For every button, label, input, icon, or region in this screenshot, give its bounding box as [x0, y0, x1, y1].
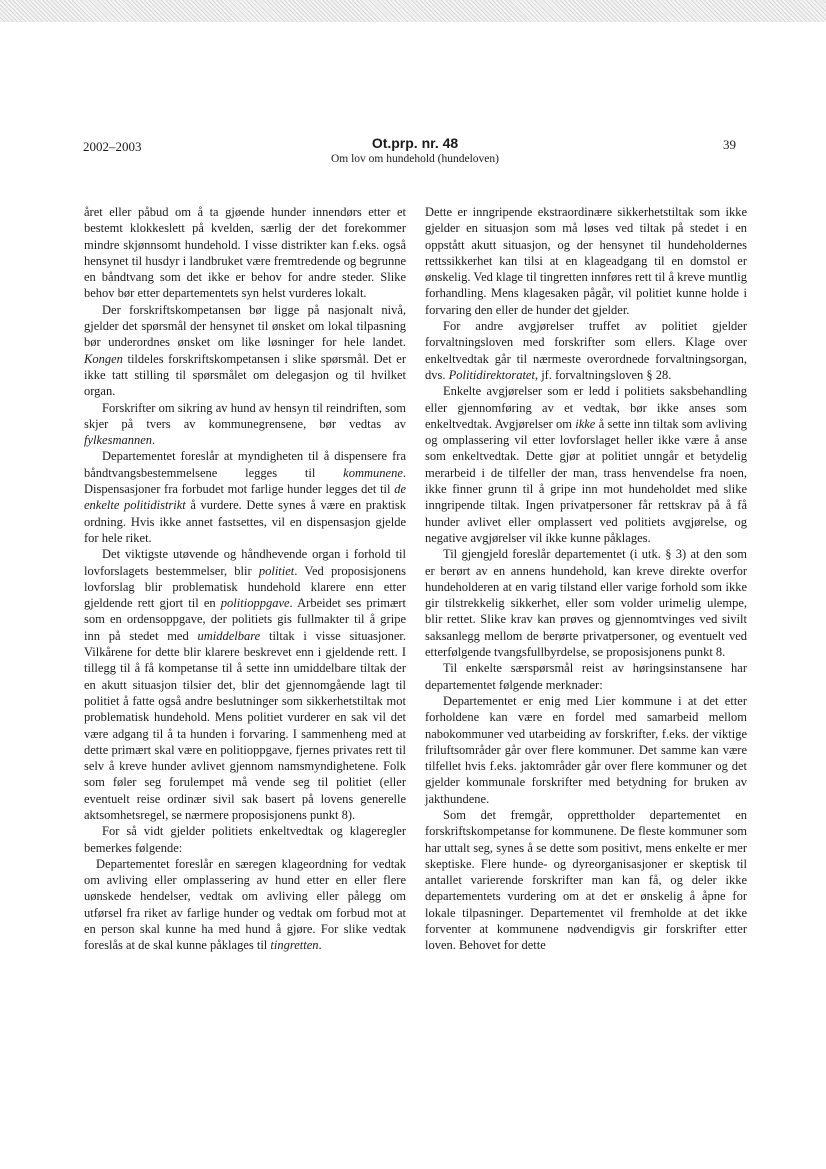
- text-run: . Dispensasjoner fra forbudet mot farlige hunder legges det til: [84, 465, 406, 497]
- text-run: tiltak i visse situasjoner. Vilkårene for dette blir klarere beskrevet enn i gjeldende rett. I tillegg til å få kompetanse til å sette inn umiddelbare tiltak der en akutt situasjon tilsier det, blir det gjennomgående lagt til politiet å fatte også andre beslutninger som sikkerhetstiltak mot problematisk hundehold. Mens politiet vurderer en sak vil det være adgang til å ta hunden i forvaring. I sammenheng med at dette primært skal være en politioppgave, fjernes privates rett til selv å kreve hunder avlivet gjennom namsmyndighetene. Folk som føler seg forulempet må vende seg til politiet (eller eventuelt reise ordinær sivil sak basert på lovens generelle aktsomhetsregel, se nærmere proposisjonens punkt 8).: [84, 628, 406, 822]
- text-run: .: [152, 433, 156, 448]
- header-center: [230, 135, 600, 165]
- text-run: Enkelte avgjørelser som er ledd i politiets saksbehandling eller gjennomføring av et vedtak, bør ikke anses som enkeltvedtak. Avgjørelser om: [425, 384, 747, 431]
- text-run: Til gjengjeld foreslår departementet (i utk. § 3) at den som er berørt av en annens hundehold, kan kreve direkte overfor hundeholderen at en varig tilstand eller varige forhold som ikke gir tilstrekkelig sikkerhet, eller som volder urimelig ulempe, blir rettet. Slike krav kan prøves og gjennomtvinges ved sivilt saksanlegg mellom de berørte privatpersoner, og eventuelt ved etterfølgende tvangsfullbyrdelse, se proposisjonens punkt 8.: [425, 547, 747, 660]
- text-run: , jf. forvaltningsloven § 28.: [534, 367, 672, 382]
- emphasized-text: Politidirektoratet: [448, 367, 535, 382]
- text-run: tildeles forskriftskompetansen i slike spørsmål. Det er ikke tatt stilling til spørsmålet om delegasjon og til hvilket organ.: [84, 351, 406, 399]
- document-subtitle: Om lov om hundehold (hundeloven): [330, 153, 499, 165]
- text-run: Departementet foreslår en særegen klageordning for vedtak om avliving eller omplassering av hund etter en eller flere uønskede hendelser, vedtak om avliving eller pålegg om utførsel fra riket av farlige hunder og vedtak om forbud mot at en person skal kunne ha med hund å gjøre. For slike vedtak foreslås at de skal kunne påklages til: [84, 856, 406, 953]
- text-run: Departementet er enig med Lier kommune i at det etter forholdene kan være en fordel med samarbeid mellom nabokommuner ved utarbeiding av forskrifter, f.eks. der viktige friluftsområder går over flere kommuner. Det samme kan være tilfellet hvis f.eks. jaktområder går over flere kommuner og det gjelder kommunale forskrifter med betydning for bruken av jakthundene.: [425, 693, 747, 806]
- text-run: For så vidt gjelder politiets enkeltvedtak og klageregler bemerkes følgende:: [84, 824, 406, 855]
- emphasized-text: de enkelte politidistrikt: [84, 482, 406, 513]
- emphasized-text: Kongen: [84, 351, 123, 366]
- text-run: .: [318, 938, 322, 953]
- paragraph: [425, 204, 747, 318]
- paragraph: [425, 660, 747, 693]
- paragraph: [84, 546, 406, 823]
- paragraph: [84, 204, 406, 302]
- text-run: å sette inn tiltak som avliving og omplassering vil etter lovforslaget heller ikke være å anse som enkeltvedtak. Dette gjør at politiet unngår et betydelig merarbeid i de tilfeller der man, trass henvendelse fra noen, ikke finner grunn til å gripe inn mot hundeholdet med slike inngripende tiltak. Ingen privatpersoner får rettskrav på å få hunder avlivet eller omplassert ved politiets avgjørelse, og negative avgjørelser vil ikke kunne påklages.: [425, 416, 747, 545]
- scan-noise-strip: [0, 0, 826, 22]
- text-run: Der forskriftskompetansen bør ligge på nasjonalt nivå, gjelder det spørsmål der hensynet til ønsket om lokal tilpasning bør underordnes ønsket om like løsninger for hele landet.: [84, 302, 406, 350]
- document-title: Ot.prp. nr. 48: [371, 135, 459, 151]
- emphasized-text: ikke: [575, 416, 596, 431]
- paragraph: [425, 383, 747, 546]
- text-column-right: [425, 204, 747, 954]
- text-run: Som det fremgår, opprettholder departementet en forskriftskompetanse for kommunene. De fleste kommuner som har uttalt seg, synes å se dette som positivt, mens enkelte er mer skeptiske. Flere hunde- og dyreorganisasjoner er skeptisk til antallet varierende forskrifter man kan få, og deler ikke departementets vurdering om at det er ønskelig å åpne for lokale tilpasninger. Departementet vil fremholde at det ikke forventer at kommunene nødvendigvis gir forskrifter etter loven. Behovet for dette: [425, 807, 747, 953]
- text-run: Det viktigste utøvende og håndhevende organ i forhold til lovforslagets bestemmelser, blir: [84, 547, 406, 578]
- emphasized-text: fylkesmannen: [84, 433, 153, 448]
- text-run: . Ved proposisjonens lovforslag blir problematisk hundehold klarere enn etter gjeldende rett gjort til en: [84, 563, 407, 611]
- emphasized-text: politioppgave: [220, 596, 290, 611]
- text-run: For andre avgjørelser truffet av politiet gjelder forvaltningsloven med forskrifter som ellers. Klage over enkeltvedtak går til nærmeste overordnede forvaltningsorgan, dvs.: [425, 319, 747, 382]
- paragraph: [84, 302, 406, 400]
- text-run: å vurdere. Dette synes å være en praktisk ordning. Hvis ikke annet fastsettes, vil en dispensasjon gjelde for hele riket.: [84, 498, 406, 545]
- paragraph: [84, 448, 406, 546]
- paragraph: [84, 856, 406, 954]
- text-run: Departementet foreslår at myndigheten til å dispensere fra båndtvangsbestemmelsene legges til: [84, 449, 406, 480]
- text-run: Dette er inngripende ekstraordinære sikkerhetstiltak som ikke gjelder en situasjon som må løses ved tiltak på stedet i en oppstått akutt situasjon, og der hensynet til hundeholdernes rettssikkerhet kan tilsi at en klageadgang til en domstol er ønskelig. Ved klage til tingretten innføres rett til å kreve muntlig forhandling. Mens klagesaken pågår, vil politiet kunne holde i forvaring den eller de hunder det gjelder.: [425, 205, 747, 317]
- paragraph: [425, 807, 747, 954]
- emphasized-text: tingretten: [270, 938, 319, 953]
- emphasized-text: umiddelbare: [197, 628, 261, 643]
- text-run: Til enkelte særspørsmål reist av høringsinstansene har departementet følgende merknader:: [425, 661, 747, 692]
- text-run: året eller påbud om å ta gjøende hunder innendørs etter et bestemt klokkeslett på kvelden, særlig der det forekommer mindre skjønnsomt hundehold. I visse distrikter kan f.eks. også hensynet til husdyr i landbruket være fremtredende og begrunne en båndtvang som det ikke er behov for andre steder. Slike behov bør etter departementets syn helst vurderes lokalt.: [84, 205, 406, 301]
- page-number: 39: [723, 137, 736, 152]
- paragraph: [84, 823, 406, 856]
- paragraph: [84, 400, 406, 449]
- paragraph: [425, 693, 747, 807]
- paragraph: [425, 546, 747, 660]
- text-run: . Arbeidet ses primært som en ordensoppgave, der politiets gis fullmakter til å gripe inn på stedet med: [84, 596, 406, 643]
- emphasized-text: kommunene: [343, 465, 403, 480]
- emphasized-text: politiet: [258, 563, 295, 578]
- header-years: 2002–2003: [83, 139, 142, 154]
- text-column-left: [84, 204, 406, 954]
- paragraph: [425, 318, 747, 383]
- text-run: Forskrifter om sikring av hund av hensyn til reindriften, som skjer på tvers av kommunegrensene, bør vedtas av: [84, 400, 406, 431]
